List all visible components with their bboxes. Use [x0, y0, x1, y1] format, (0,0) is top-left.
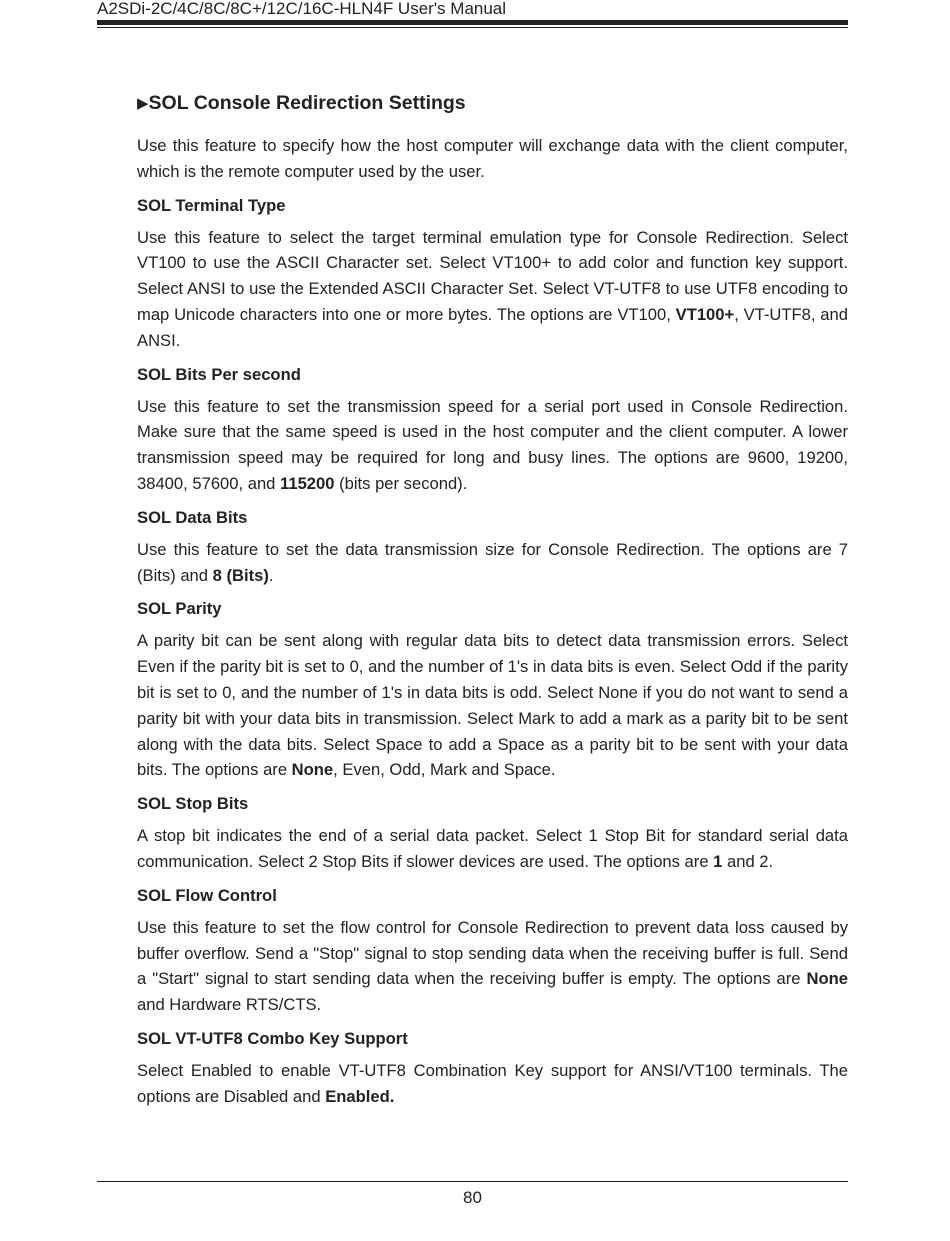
page-number: 80 — [463, 1188, 482, 1207]
default-option: 8 (Bits) — [212, 565, 269, 585]
manual-title: A2SDi-2C/4C/8C/8C+/12C/16C-HLN4F User's Manual — [97, 0, 507, 18]
section-data-bits — [137, 507, 848, 589]
default-option: Enabled. — [325, 1086, 395, 1106]
page-heading — [137, 89, 848, 118]
section-body — [137, 537, 848, 589]
header-rule — [97, 20, 848, 25]
section-title: SOL Data Bits — [137, 507, 248, 527]
section-body-text: , Even, Odd, Mark and Space. — [333, 760, 556, 780]
section-body-text: and Hardware RTS/CTS. — [137, 995, 322, 1015]
section-title: SOL Parity — [137, 599, 222, 619]
section-body — [137, 628, 848, 783]
section-stop-bits — [137, 793, 848, 875]
section-body-text: and 2. — [722, 851, 774, 871]
section-vt-utf8-combo-key — [137, 1028, 848, 1110]
section-bits-per-second — [137, 364, 848, 497]
page-heading-text: SOL Console Redirection Settings — [148, 92, 466, 114]
section-title: SOL Flow Control — [137, 885, 277, 905]
triangle-bullet-icon: ▶ — [137, 95, 149, 112]
section-title: SOL Terminal Type — [137, 195, 286, 215]
section-flow-control — [137, 885, 848, 1018]
header-rule-thin — [97, 27, 848, 28]
section-body-text: . — [268, 565, 274, 585]
section-body-text: , VT-UTF8, and ANSI. — [137, 304, 848, 350]
default-option: 1 — [713, 851, 723, 871]
section-body-text: A stop bit indicates the end of a serial data packet. Select 1 Stop Bit for standard serial data communication. Select 2 Stop Bits if slower devices are used. The options are — [137, 826, 848, 871]
default-option: VT100+ — [675, 304, 735, 324]
section-body-text: A parity bit can be sent along with regular data bits to detect data transmission errors. Select Even if the parity bit is set to 0, and the number of 1's in data bits is even. Select Odd if the parity bit is set to 0, and the number of 1's in data bits is odd. Select None if you do not want to send a parity bit with your data bits in transmission. Select Mark to add a mark as a parity bit to be sent along with the data bits. Select Space to add a Space as a parity bit to be sent with your data bits. The options are — [137, 631, 848, 780]
default-option: 115200 — [280, 473, 335, 493]
page-content — [137, 89, 848, 1120]
section-body — [137, 225, 848, 354]
default-option: None — [806, 969, 848, 989]
section-body-text: Use this feature to set the flow control for Console Redirection to prevent data loss caused by buffer overflow. Send a "Stop" signal to stop sending data when the receiving buffer is full. Send a "Start" signal to start sending data when the receiving buffer is empty. The options are — [137, 917, 848, 989]
section-body-text: Use this feature to select the target terminal emulation type for Console Redirection. Select VT100 to use the ASCII Character set. Select VT100+ to add color and function key support. Select ANSI to use the Extended ASCII Character Set. Select VT-UTF8 to use UTF8 encoding to map Unicode characters into one or more bytes. The options are VT100, — [137, 227, 848, 324]
section-body — [137, 823, 848, 875]
footer-rule — [97, 1181, 848, 1182]
section-body — [137, 1058, 848, 1110]
section-body-text: Select Enabled to enable VT-UTF8 Combination Key support for ANSI/VT100 terminals. The options are Disabled and — [137, 1060, 848, 1106]
section-body — [137, 915, 848, 1018]
section-body-text: (bits per second). — [334, 473, 468, 493]
intro-paragraph: Use this feature to specify how the host computer will exchange data with the client computer, which is the remote computer used by the user. — [137, 136, 848, 181]
section-parity — [137, 598, 848, 783]
section-title: SOL VT-UTF8 Combo Key Support — [137, 1028, 408, 1048]
section-body-text: Use this feature to set the transmission speed for a serial port used in Console Redirection. Make sure that the same speed is used in the host computer and the client computer. A lower transmission speed may be required for long and busy lines. The options are 9600, 19200, 38400, 57600, and — [137, 396, 848, 493]
section-title: SOL Bits Per second — [137, 364, 301, 384]
section-title: SOL Stop Bits — [137, 794, 249, 814]
section-body-text: Use this feature to set the data transmission size for Console Redirection. The options are 7 (Bits) and — [137, 539, 848, 585]
section-terminal-type — [137, 195, 848, 354]
default-option: None — [291, 760, 334, 780]
section-body — [137, 394, 848, 497]
